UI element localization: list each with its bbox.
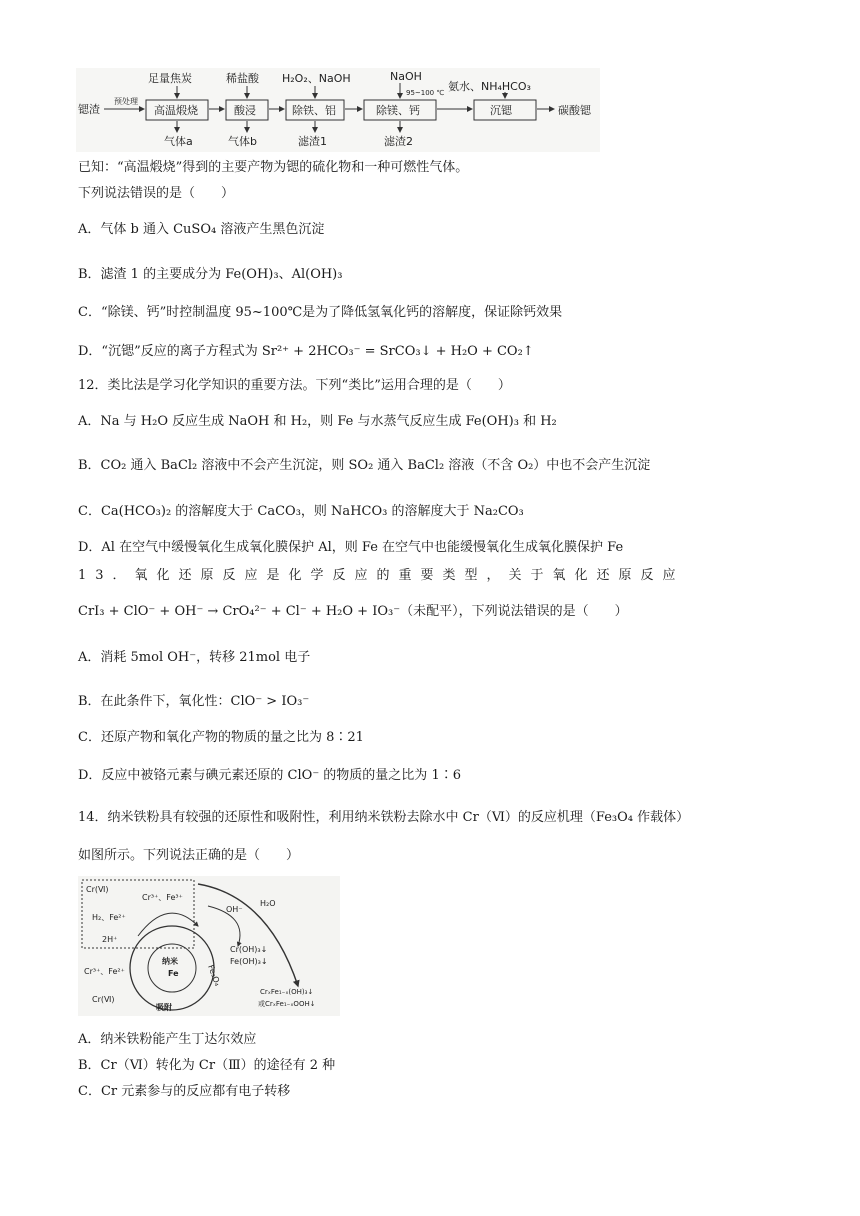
mech-cr6-bottom: Cr(Ⅵ) [92,995,115,1004]
flow-reagent-1: 足量焦炭 [148,72,192,85]
mech-prod-2: 或CrₓFe₁₋ₓOOH↓ [258,1000,316,1008]
q14-stem-2: 如图所示。下列说法正确的是（ ） [78,848,300,863]
flow-step-4: 除镁、钙 [376,104,420,117]
mech-h2-fe2: H₂、Fe²⁺ [92,913,126,922]
q13-option-a: A．消耗 5mol OH⁻，转移 21mol 电子 [78,650,311,665]
q12-option-d: D．Al 在空气中缓慢氧化生成氧化膜保护 Al，则 Fe 在空气中也能缓慢氧化生成氧化膜保护 Fe [78,540,624,555]
mech-cr3-fe3: Cr³⁺、Fe³⁺ [142,893,183,902]
q11-option-a: A．气体 b 通入 CuSO₄ 溶液产生黑色沉淀 [78,222,325,237]
flow-step-1: 高温煅烧 [154,104,198,117]
mech-nano-2: Fe [168,969,179,978]
q14-stem-1: 14．纳米铁粉具有较强的还原性和吸附性，利用纳米铁粉去除水中 Cr（Ⅵ）的反应机理（Fe₃O₄ 作载体） [78,810,690,825]
q11-option-d: D．“沉锶”反应的离子方程式为 Sr²⁺ + 2HCO₃⁻ = SrCO₃↓ + H₂O + CO₂↑ [78,344,534,359]
flow-output-1: 气体a [164,135,193,148]
flow-pretreat: 预处理 [114,97,138,106]
q12-option-b: B．CO₂ 通入 BaCl₂ 溶液中不会产生沉淀，则 SO₂ 通入 BaCl₂ 溶液（不含 O₂）中也不会产生沉淀 [78,458,651,473]
flow-step-5: 沉锶 [490,104,512,117]
mech-h-plus: 2H⁺ [102,935,118,944]
q11-stem: 下列说法错误的是（ ） [78,186,235,201]
q14-option-b: B．Cr（Ⅵ）转化为 Cr（Ⅲ）的途径有 2 种 [78,1058,336,1073]
flow-reagent-5: 氨水、NH₄HCO₃ [448,80,531,93]
flow-step-3: 除铁、铝 [292,104,336,117]
q13-option-d: D．反应中被铬元素与碘元素还原的 ClO⁻ 的物质的量之比为 1∶6 [78,768,461,783]
q13-stem-1: 13．氧化还原反应是化学反应的重要类型，关于氧化还原反应 [78,568,685,583]
q13-option-c: C．还原产物和氧化产物的物质的量之比为 8∶21 [78,730,364,745]
mech-cr6-top: Cr(Ⅵ) [86,885,109,894]
process-flowchart [76,68,600,152]
reaction-mechanism-diagram [78,876,340,1016]
mech-feoh: Fe(OH)₃↓ [230,957,268,966]
q11-known: 已知：“高温煅烧”得到的主要产物为锶的硫化物和一种可燃性气体。 [78,160,469,175]
q12-option-a: A．Na 与 H₂O 反应生成 NaOH 和 H₂，则 Fe 与水蒸气反应生成 Fe(OH)₃ 和 H₂ [78,414,557,429]
mech-prod-1: CrₓFe₁₋ₓ(OH)₃↓ [260,988,314,996]
q11-option-b: B．滤渣 1 的主要成分为 Fe(OH)₃、Al(OH)₃ [78,267,343,282]
q12-stem: 12．类比法是学习化学知识的重要方法。下列“类比”运用合理的是（ ） [78,378,511,393]
mech-oh: OH⁻ [226,905,243,914]
flow-start: 锶渣 [78,103,100,116]
q14-option-c: C．Cr 元素参与的反应都有电子转移 [78,1084,291,1099]
flow-product: 碳酸锶 [558,104,591,117]
q13-stem-2: CrI₃ + ClO⁻ + OH⁻ → CrO₄²⁻ + Cl⁻ + H₂O + IO₃⁻（未配平），下列说法错误的是（ ） [78,604,628,619]
q12-option-c: C．Ca(HCO₃)₂ 的溶解度大于 CaCO₃，则 NaHCO₃ 的溶解度大于 Na₂CO₃ [78,504,524,519]
flow-step-2: 酸浸 [234,104,256,117]
mech-cr3-fe2: Cr³⁺、Fe²⁺ [84,967,125,976]
mech-croh: Cr(OH)₃↓ [230,945,268,954]
q14-option-a: A．纳米铁粉能产生丁达尔效应 [78,1032,257,1047]
flow-reagent-3: H₂O₂、NaOH [282,72,351,85]
flow-temp: 95~100 ℃ [406,89,445,97]
mech-adsorb: 吸附 [156,1003,172,1012]
mech-nano-1: 纳米 [162,957,178,966]
flow-output-2: 气体b [228,135,257,148]
flow-output-4: 滤渣2 [384,135,413,148]
mech-h2o: H₂O [260,899,276,908]
q11-option-c: C．“除镁、钙”时控制温度 95~100℃是为了降低氢氧化钙的溶解度，保证除钙效果 [78,305,563,320]
q13-option-b: B．在此条件下，氧化性：ClO⁻ > IO₃⁻ [78,694,310,709]
mech-fe3o4: Fe₃O₄ [206,963,223,988]
flow-output-3: 滤渣1 [298,135,327,148]
flow-reagent-2: 稀盐酸 [226,72,259,85]
flow-reagent-4: NaOH [390,70,422,83]
